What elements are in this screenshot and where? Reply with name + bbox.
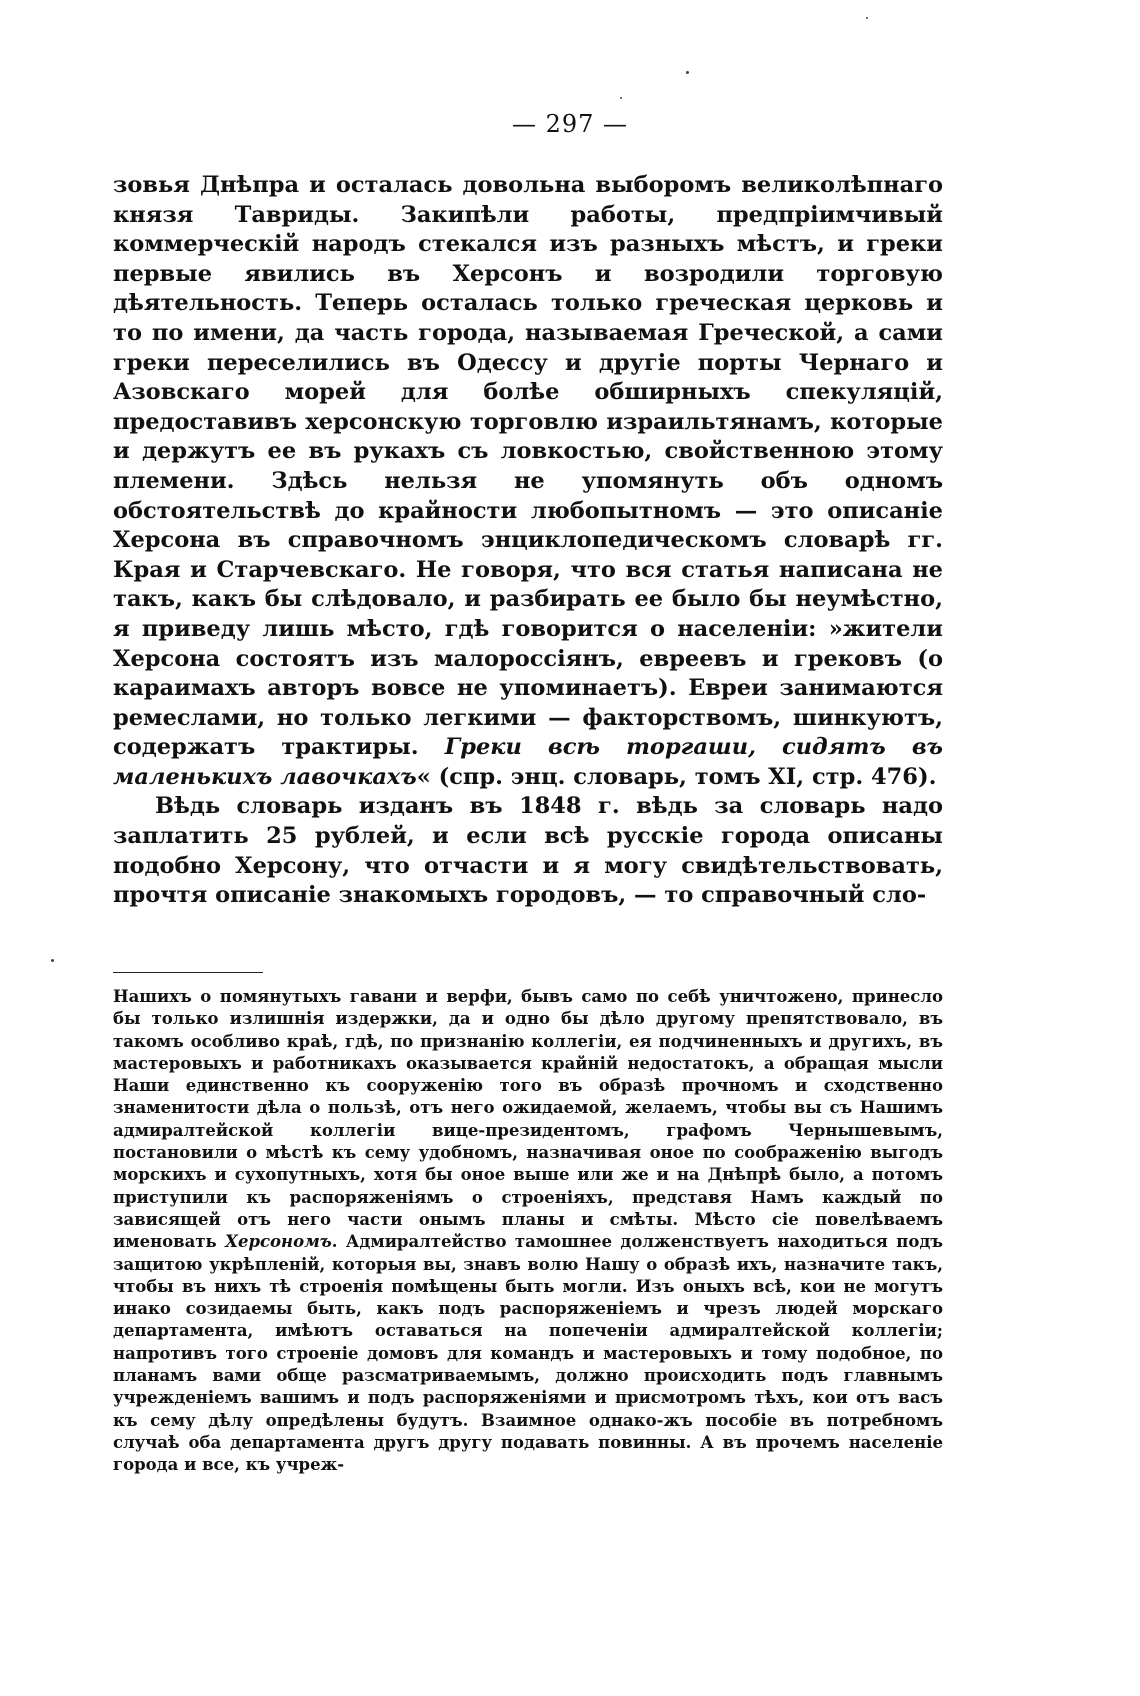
main-text-body <box>113 171 943 911</box>
footnote-divider <box>113 972 263 973</box>
main-paragraph-1 <box>113 171 943 792</box>
main-paragraph-1-text: зовья Днѣпра и осталась довольна выборомъ великолѣпнаго князя Тавриды. Закипѣли работы, предпріимчивый коммерческій народъ стекался изъ разныхъ мѣстъ, и греки первые явились въ Херсонъ и возродили торговую дѣятельность. Теперь осталась только греческая церковь и то по имени, да часть города, называемая Греческой, а сами греки переселились въ Одессу и другіе порты Чернаго и Азовскаго морей для болѣе обширныхъ спекуляцій, предоставивъ херсонскую торговлю израильтянамъ, которые и держутъ ее въ рукахъ съ ловкостью, свойственною этому племени. Здѣсь нельзя не упомянуть объ одномъ обстоятельствѣ до крайности любопытномъ — это описаніе Херсона въ справочномъ энциклопедическомъ словарѣ гг. Края и Старчевскаго. Не говоря, что вся статья написана не такъ, какъ бы слѣдовало, и разбирать ее было бы неумѣстно, я приведу лишь мѣсто, гдѣ говорится о населеніи: »жители Херсона состоятъ изъ малороссіянъ, евреевъ и грековъ (о караимахъ авторъ вовсе не упоминаетъ). Евреи занимаются ремеслами, но только легкими — факторствомъ, шинкуютъ, содержатъ трактиры. <box>113 172 943 761</box>
main-paragraph-1-citation: « (спр. энц. словарь, томъ XI, стр. 476). <box>416 763 937 790</box>
main-paragraph-2: Вѣдь словарь изданъ въ 1848 г. вѣдь за словарь надо заплатить 25 рублей, и если всѣ русскіе города описаны подобно Херсону, что отчасти и я могу свидѣтельствовать, прочтя описаніе знакомыхъ городовъ, — то справочный сло- <box>113 793 943 909</box>
footnote-italic-name: Херсономъ <box>225 1232 332 1252</box>
footnote-text-end: . Адмиралтейство тамошнее долженствуетъ находиться подъ защитою укрѣпленій, которыя вы, знавъ волю Нашу о образѣ ихъ, назначите такъ, чтобы въ нихъ тѣ строенія помѣщены быть могли. Изъ оныхъ всѣ, кои не могутъ инако созидаемы быть, какъ подъ распоряженіемъ и чрезъ людей морскаго департамента, имѣютъ оставаться на попеченіи адмиралтейской коллегіи; напротивъ того строеніе домовъ для командъ и мастеровыхъ и тому подобное, по планамъ вами обще разсматриваемымъ, должно происходить подъ главнымъ учрежденіемъ вашимъ и подъ распоряженіями и присмотромъ тѣхъ, кои отъ васъ къ сему дѣлу опредѣлены будутъ. Взаимное однако-жъ пособіе въ потребномъ случаѣ оба департамента другъ другу подавать повинны. А въ прочемъ населеніе города и все, къ учреж- <box>113 1232 943 1475</box>
scan-speck <box>51 959 54 962</box>
scan-speck <box>866 17 868 19</box>
main-paragraph-1-italic-quote: Греки всѣ торгаши, сидятъ въ маленькихъ лавочкахъ <box>113 734 944 790</box>
page-number: — 297 — <box>511 110 629 138</box>
footnote-text-start: Нашихъ о помянутыхъ гавани и верфи, бывъ само по себѣ уничтожено, принесло бы только излишнія издержки, да и одно бы дѣло другому препятствовало, въ такомъ особливо краѣ, гдѣ, по признанію коллегіи, ея подчиненныхъ и другихъ, въ мастеровыхъ и работникахъ оказывается крайній недостатокъ, а обращая мысли Наши единственно къ сооруженію того въ образѣ прочномъ и сходственно знаменитости дѣла о пользѣ, отъ него ожидаемой, желаемъ, чтобы вы съ Нашимъ адмиралтейской коллегіи вице-президентомъ, графомъ Чернышевымъ, постановили о мѣстѣ къ сему удобномъ, назначивая оное по соображенію выгодъ морскихъ и сухопутныхъ, хотя бы оное выше или же и на Днѣпрѣ было, а потомъ приступили къ распоряженіямъ о строеніяхъ, представя Намъ каждый по зависящей отъ него части онымъ планы и смѣты. Мѣсто сіе повелѣваемъ именовать <box>113 987 943 1252</box>
footnote-paragraph <box>113 986 943 1477</box>
scan-speck <box>686 71 689 74</box>
scan-speck <box>620 97 622 99</box>
footnote <box>113 986 943 1477</box>
